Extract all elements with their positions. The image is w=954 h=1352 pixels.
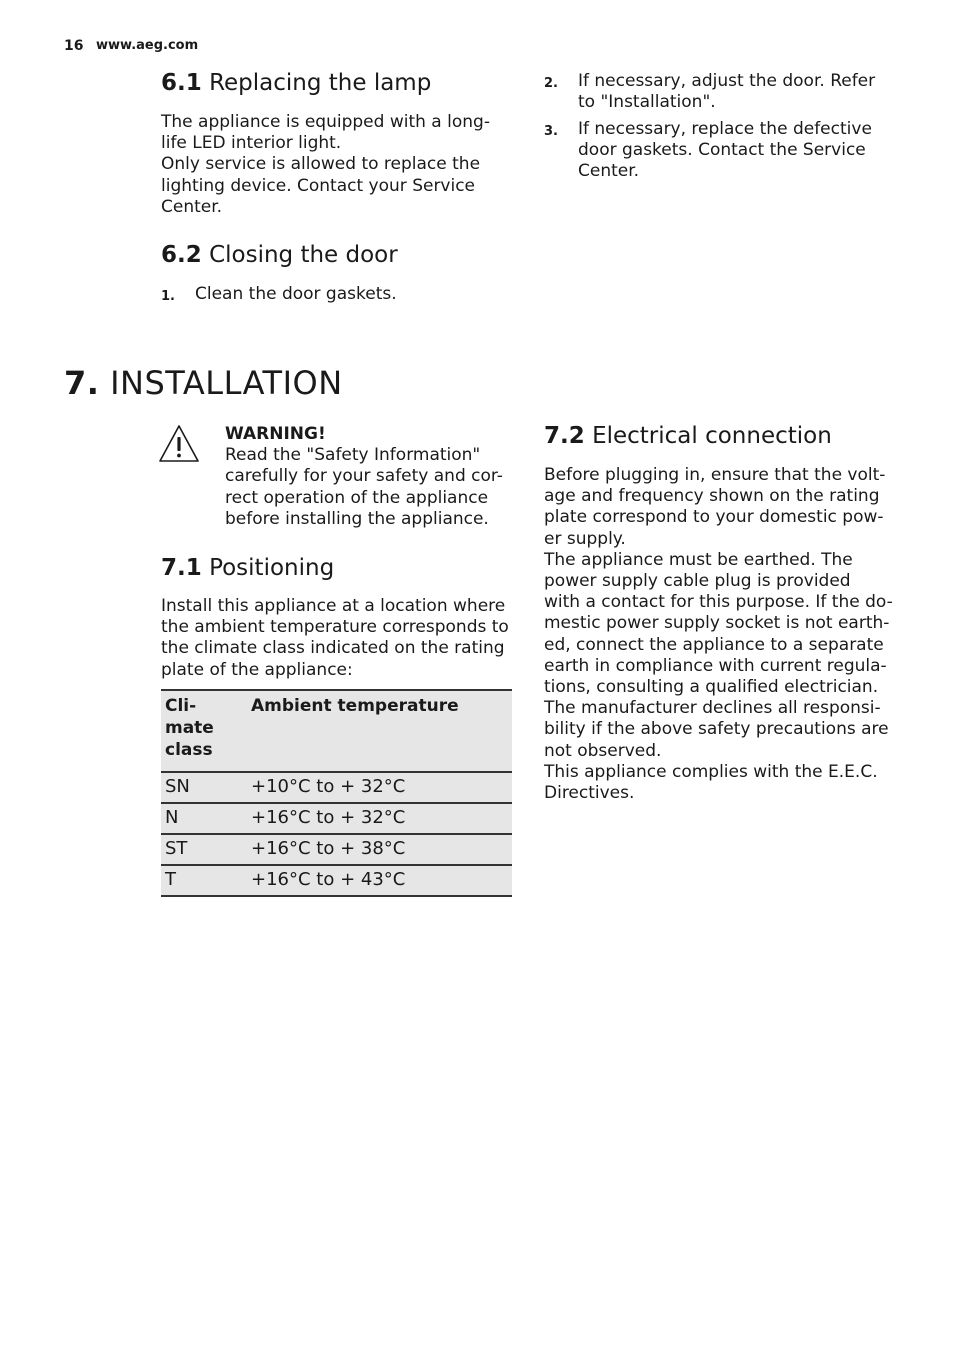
- section-title: Closing the door: [209, 242, 398, 268]
- list-item: [544, 119, 904, 185]
- text-line: Read the "Safety Information": [225, 445, 481, 466]
- text-line: If necessary, adjust the door. Refer: [578, 71, 876, 91]
- table-row: [161, 834, 512, 865]
- text-line: Center.: [578, 161, 640, 182]
- section-number: 6.2: [161, 242, 202, 268]
- text-line: ed, connect the appliance to a separate: [544, 634, 884, 655]
- chapter-title: INSTALLATION: [110, 364, 343, 402]
- section-title: Positioning: [209, 555, 335, 581]
- section-7-1-body: [161, 596, 509, 681]
- chapter-number: 7.: [64, 364, 100, 402]
- section-number: 7.2: [544, 423, 585, 449]
- section-6-2-heading: [161, 242, 398, 268]
- table-row: [161, 772, 512, 803]
- text-line: lighting device. Contact your Service: [161, 175, 476, 196]
- text-line: Clean the door gaskets.: [195, 284, 397, 304]
- climate-class-cell: N: [161, 803, 247, 834]
- text-line: before installing the appliance.: [225, 508, 489, 529]
- text-line: the ambient temperature corresponds to: [161, 617, 509, 638]
- step-text: [195, 284, 397, 305]
- text-line: door gaskets. Contact the Service: [578, 140, 866, 161]
- step-number: 3.: [544, 124, 558, 139]
- warning-triangle-icon: [158, 424, 200, 464]
- section-6-1-body: [161, 112, 490, 218]
- text-line: If necessary, replace the defective: [578, 119, 872, 139]
- section-7-2-heading: [544, 423, 832, 449]
- section-7-1-heading: [161, 555, 334, 581]
- step-text: [578, 71, 875, 113]
- text-line: carefully for your safety and cor-: [225, 466, 503, 487]
- temperature-cell: +10°C to + 32°C: [247, 772, 512, 803]
- climate-class-cell: T: [161, 865, 247, 896]
- text-line: age and frequency shown on the rating: [544, 486, 880, 507]
- text-line: Before plugging in, ensure that the volt-: [544, 465, 886, 485]
- text-line: power supply cable plug is provided: [544, 571, 851, 592]
- text-line: The appliance must be earthed. The: [544, 549, 853, 570]
- text-line: life LED interior light.: [161, 133, 342, 154]
- section-6-1-heading: [161, 70, 431, 96]
- text-line: Center.: [161, 196, 223, 217]
- climate-class-table: [161, 689, 512, 897]
- text-line: tions, consulting a qualified electrician.: [544, 677, 879, 698]
- text-line: rect operation of the appliance: [225, 487, 489, 508]
- step-text: [578, 119, 872, 183]
- text-line: The manufacturer declines all responsi-: [544, 698, 881, 719]
- text-line: bility if the above safety precautions are: [544, 719, 889, 740]
- temperature-cell: +16°C to + 32°C: [247, 803, 512, 834]
- table-row: [161, 803, 512, 834]
- warning-title: WARNING!: [225, 424, 326, 444]
- column-header-label: Cli- mate class: [165, 696, 214, 760]
- website-url: www.aeg.com: [96, 38, 199, 53]
- text-line: er supply.: [544, 528, 626, 549]
- text-line: the climate class indicated on the rating: [161, 638, 505, 659]
- text-line: mestic power supply socket is not earth-: [544, 613, 890, 634]
- table-header-row: [161, 690, 512, 772]
- temperature-cell: +16°C to + 43°C: [247, 865, 512, 896]
- warning-block: [225, 424, 503, 530]
- section-title: Replacing the lamp: [209, 70, 432, 96]
- text-line: plate of the appliance:: [161, 659, 353, 680]
- table-row: [161, 865, 512, 896]
- text-line: This appliance complies with the E.E.C.: [544, 761, 878, 782]
- climate-class-cell: ST: [161, 834, 247, 865]
- text-line: Only service is allowed to replace the: [161, 154, 481, 175]
- text-line: plate correspond to your domestic pow-: [544, 507, 884, 528]
- step-number: 2.: [544, 76, 558, 91]
- list-item: [161, 284, 501, 306]
- section-7-2-body: [544, 465, 893, 804]
- column-header-ambient-temperature: Ambient temperature: [247, 690, 512, 772]
- climate-class-cell: SN: [161, 772, 247, 803]
- section-number: 6.1: [161, 70, 202, 96]
- text-line: to "Installation".: [578, 92, 716, 113]
- text-line: Directives.: [544, 783, 635, 804]
- chapter-heading: [64, 364, 343, 402]
- text-line: Install this appliance at a location where: [161, 596, 506, 616]
- text-line: with a contact for this purpose. If the do-: [544, 592, 893, 613]
- text-line: The appliance is equipped with a long-: [161, 112, 490, 132]
- step-number: 1.: [161, 289, 175, 304]
- column-header-climate-class: [161, 690, 247, 772]
- section-title: Electrical connection: [592, 423, 832, 449]
- page-number: 16: [64, 38, 84, 54]
- text-line: not observed.: [544, 740, 662, 761]
- section-number: 7.1: [161, 555, 202, 581]
- list-item: [544, 71, 904, 115]
- temperature-cell: +16°C to + 38°C: [247, 834, 512, 865]
- text-line: earth in compliance with current regula-: [544, 655, 887, 676]
